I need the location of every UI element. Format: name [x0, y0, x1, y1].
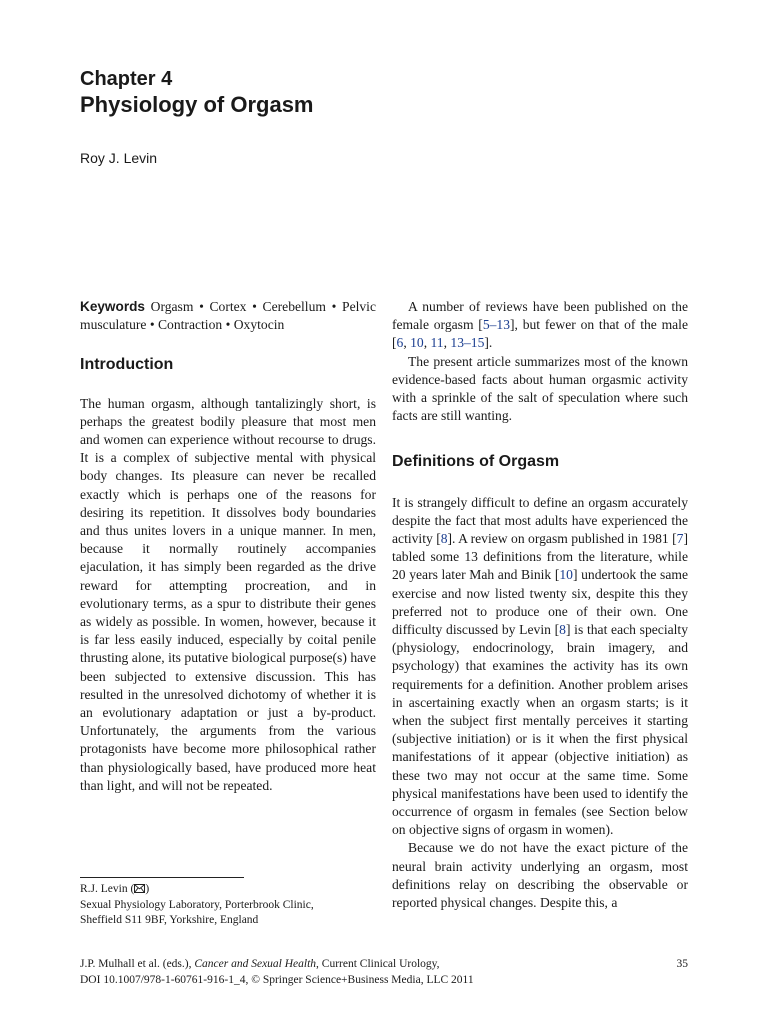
- affiliation-name-line: [80, 882, 380, 898]
- affiliation-name: R.J. Levin (: [80, 883, 135, 895]
- introduction-paragraph: The human orgasm, although tantalizingly short, is perhaps the greatest bodily pleasure that most men and women can experience without recourse to drugs. It is a complex of subjective mental with physical body changes. Its pleasure can never be recalled exactly which is perhaps one of the reasons for desiring its repetition. It dissolves body boundaries and thus unites lovers in a unique manner. In men, because it normally routinely accompanies ejaculation, it has simply been regarded as the drive reward for attempting procreation, and in evolutionary terms, as a spur to distribute their genes as widely as possible. In women, however, because it is far less easily induced, especially by coital penile thrusting alone, its putative biological purpose(s) have been subjected to extensive discussion. This has resulted in the unresolved dichotomy of whether it is an evolutionary adaptation or just a by-product. Unfortunately, the arguments from the various protagonists have become more philosophical rather than physiologically based, have produced more heat than light, and will not be repeated.: [80, 395, 376, 793]
- right-column: [392, 298, 688, 912]
- citation-link[interactable]: 8: [440, 531, 448, 547]
- text-run: ,: [443, 335, 451, 351]
- reviews-paragraph: [392, 298, 688, 353]
- affiliation-line-2: Sheffield S11 9BF, Yorkshire, England: [80, 914, 259, 926]
- text-run: ], but fewer on that of the male [: [392, 317, 688, 351]
- citation-link[interactable]: 13–15: [450, 335, 485, 351]
- text-run: ] undertook the same exercise and now listed twenty six, despite this they preferred not to produce one of their own. One difficulty discussed by Levin [: [392, 567, 688, 638]
- citation-link[interactable]: 10: [410, 335, 424, 351]
- keywords: [80, 298, 376, 334]
- citation-link[interactable]: 11: [430, 335, 444, 351]
- text-run: ].: [484, 335, 493, 351]
- citation-link[interactable]: 5–13: [482, 317, 511, 333]
- page-footer: [80, 956, 688, 988]
- citation-link[interactable]: 10: [559, 567, 573, 583]
- neural-paragraph: Because we do not have the exact picture of the neural brain activity underlying an orgasm, most definitions relay on describing the observable or reported physical changes. Despite this, a: [392, 840, 688, 911]
- section-heading-definitions: Definitions of Orgasm: [392, 453, 560, 471]
- affiliation-line-1: Sexual Physiology Laboratory, Porterbrook Clinic,: [80, 898, 314, 911]
- keywords-label: Keywords: [80, 299, 145, 314]
- footer-editors: J.P. Mulhall et al. (eds.),: [80, 958, 195, 970]
- doi-line: DOI 10.1007/978-1-60761-916-1_4, © Springer Science+Business Media, LLC 2011: [80, 974, 474, 986]
- chapter-title: Physiology of Orgasm: [80, 92, 314, 117]
- text-run: It is strangely difficult to define an orgasm accurately despite the fact that most adults have experienced the activity [: [392, 494, 688, 547]
- footer-book-title: Cancer and Sexual Health: [194, 958, 317, 970]
- text-run: ]. A review on orgasm published in 1981 [: [447, 531, 677, 547]
- affiliation-name-close: ): [145, 883, 150, 895]
- footnote-divider: [80, 877, 244, 878]
- citation-line: [80, 956, 688, 972]
- author-affiliation: [80, 882, 380, 929]
- text-run: A number of reviews have been published on the female orgasm [: [392, 299, 688, 333]
- footer-series: , Current Clinical Urology,: [316, 958, 440, 970]
- text-run: ] is that each specialty (physiology, endocrinology, brain imagery, and psychology) that examines the activity has its own requirements for a definition. Another problem arises in ascertaining exactly when an orgasm starts; is it when the subject first mentally perceives it starting (subjective initiation) or is it when the first physical manifestations of it appear (objective initiation) as these two may not occur at the same time. Some physical manifestations have been used to identify the occurrence of orgasm in females (see Section below on objective signs of orgasm in women).: [392, 622, 688, 838]
- page-number: 35: [676, 958, 688, 970]
- summary-paragraph: The present article summarizes most of the known evidence-based facts about human orgasmic activity with a sprinkle of the salt of speculation where such facts are still wanting.: [392, 353, 688, 424]
- citation-link[interactable]: 8: [559, 622, 566, 638]
- text-run: ,: [403, 335, 411, 351]
- text-run: ] tabled some 13 definitions from the literature, while 20 years later Mah and Binik [: [392, 531, 688, 583]
- citation-link[interactable]: 7: [676, 531, 684, 547]
- definitions-paragraph: [392, 494, 688, 840]
- text-run: ,: [423, 335, 431, 351]
- author-name: Roy J. Levin: [80, 150, 158, 166]
- citation-link[interactable]: 6: [396, 335, 404, 351]
- section-heading-introduction: Introduction: [80, 356, 174, 374]
- keywords-text: Orgasm • Cortex • Cerebellum • Pelvic musculature • Contraction • Oxytocin: [80, 299, 376, 333]
- left-column: [80, 298, 376, 795]
- envelope-icon[interactable]: [134, 884, 145, 893]
- chapter-label: Chapter 4: [80, 68, 173, 90]
